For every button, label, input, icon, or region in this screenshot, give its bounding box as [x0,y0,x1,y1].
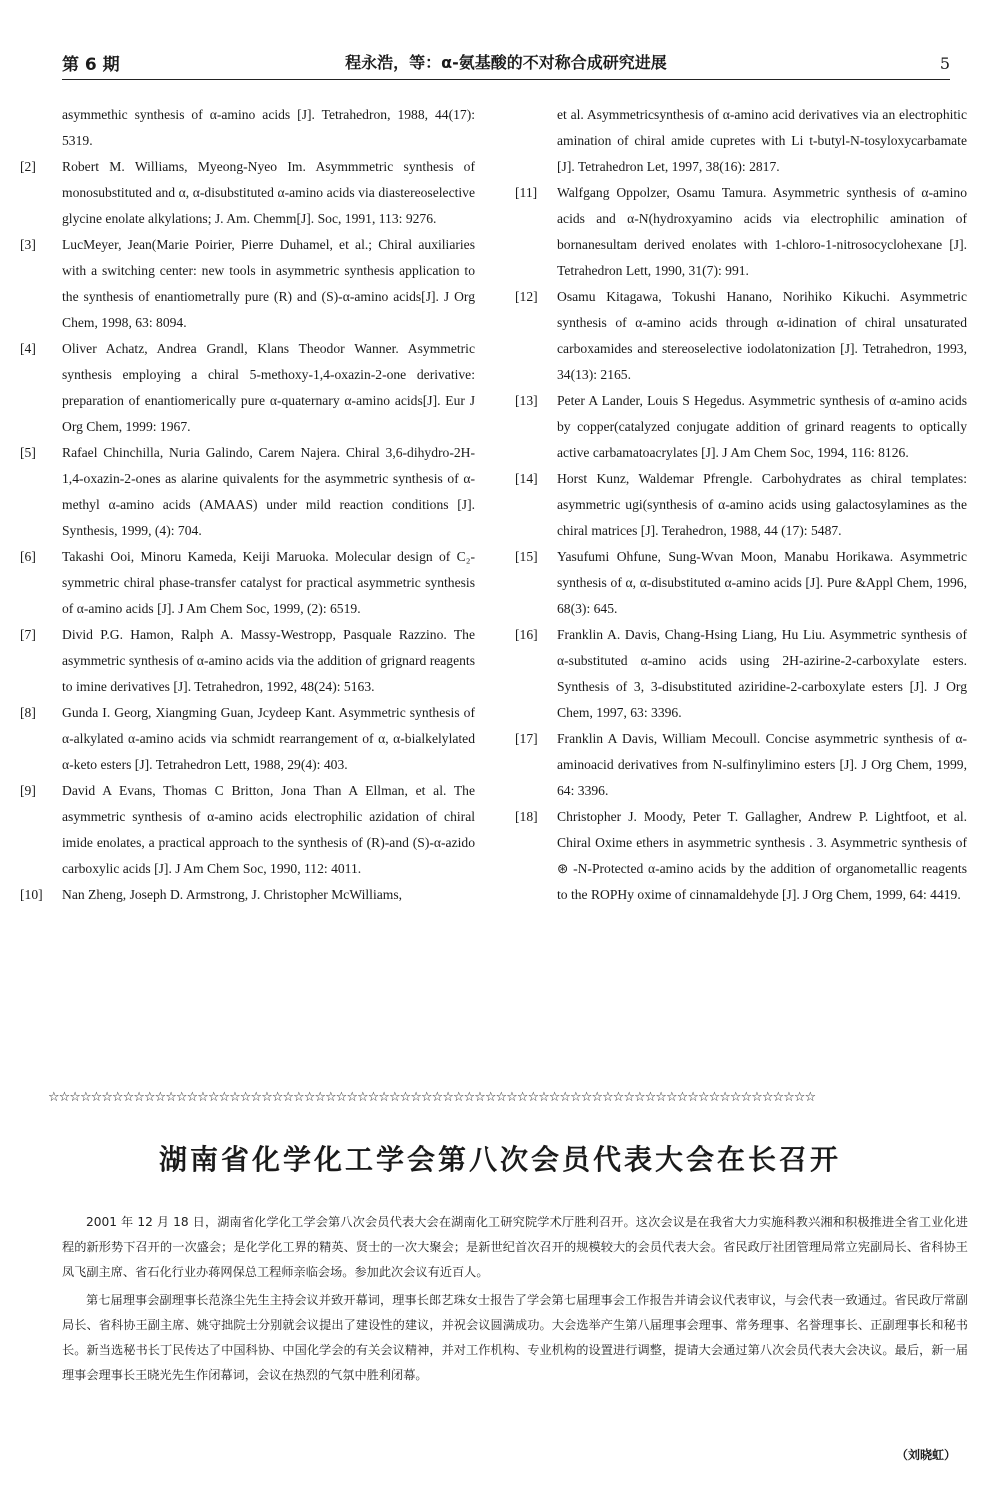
reference-text: Walfgang Oppolzer, Osamu Tamura. Asymmetric synthesis of α-amino acids and α-N(hydroxyamino acids via electrophilic amination of bornanesultam derived enolates with 1-chloro-1-nitrosocyclohexane [J]. Tetrahedron Lett, 1990, 31(7): 991. [557,185,967,278]
reference-text: Osamu Kitagawa, Tokushi Hanano, Norihiko Kikuchi. Asymmetric synthesis of α-amino acids through α-idination of chiral unsaturated carboxamides and stereoselective iodolatonization [J]. Tetrahedron, 1993, 34(13): 2165. [557,289,967,382]
page-number: 5 [939,54,950,73]
reference-number: [4] [20,341,36,356]
reference-item [20,154,475,232]
header-rule [62,79,950,80]
reference-number: [11] [515,185,538,200]
reference-number: [16] [515,627,538,642]
reference-number: [15] [515,549,538,564]
reference-item [515,804,967,908]
reference-item [20,544,475,622]
reference-number: [9] [20,783,36,798]
reference-number: [14] [515,471,538,486]
reference-item [515,622,967,726]
decorative-divider: ☆☆☆☆☆☆☆☆☆☆☆☆☆☆☆☆☆☆☆☆☆☆☆☆☆☆☆☆☆☆☆☆☆☆☆☆☆☆☆☆☆☆☆☆☆☆☆☆☆☆☆☆☆☆☆☆☆☆☆☆☆☆☆☆☆☆☆☆☆☆☆☆ [48,1090,816,1105]
reference-number: [6] [20,549,36,564]
reference-number: [13] [515,393,538,408]
reference-item [20,700,475,778]
article-body [62,1210,968,1391]
reference-text: Horst Kunz, Waldemar Pfrengle. Carbohydrates as chiral templates: asymmetric ugi(synthesis of α-amino acids using galactosylamines as the chiral matrices [J]. Terahedron, 1988, 44 (17): 5487. [557,471,967,538]
reference-item [20,102,475,154]
reference-number: [3] [20,237,36,252]
reference-text: asymmethic synthesis of α-amino acids [J]. Tetrahedron, 1988, 44(17): 5319. [62,107,475,148]
reference-text: Christopher J. Moody, Peter T. Gallagher, Andrew P. Lightfoot, et al. Chiral Oxime ethers in asymmetric synthesis . 3. Asymmetric synthesis of ⊛ -N-Protected α-amino acids by the addition of organometallic reagents to the ROPHy oxime of cinnamaldehyde [J]. J Org Chem, 1999, 64: 4419. [557,809,967,902]
reference-item [20,336,475,440]
reference-text: Gunda I. Georg, Xiangming Guan, Jcydeep Kant. Asymmetric synthesis of α-alkylated α-amino acids via schmidt rearrangement of α, α-bialkelylated α-keto esters [J]. Tetrahedron Lett, 1988, 29(4): 403. [62,705,475,772]
article-paragraph: 2001 年 12 月 18 日，湖南省化学化工学会第八次会员代表大会在湖南化工研究院学术厅胜利召开。这次会议是在我省大力实施科教兴湘和积极推进全省工业化进程的新形势下召开的一次盛会；是化学化工界的精英、贤士的一次大聚会；是新世纪首次召开的规模较大的会员代表大会。省民政厅社团管理局常立宪副局长、省科协王凤飞副主席、省石化行业办蒋网保总工程师亲临会场。参加此次会议有近百人。 [62,1215,968,1279]
reference-number: [5] [20,445,36,460]
reference-item [515,466,967,544]
reference-item [515,102,967,180]
reference-text: Franklin A Davis, William Mecoull. Concise asymmetric synthesis of α-aminoacid derivatives from N-sulfinylimino esters [J]. J Org Chem, 1999, 64: 3396. [557,731,967,798]
article-title: 湖南省化学化工学会第八次会员代表大会在长召开 [158,1143,841,1176]
reference-text: Takashi Ooi, Minoru Kameda, Keiji Maruoka. Molecular design of C₂-symmetric chiral phase-transfer catalyst for practical asymmetric synthesis of α-amino acids [J]. J Am Chem Soc, 1999, (2): 6519. [62,549,475,616]
article-paragraph: 第七届理事会副理事长范涤尘先生主持会议并致开幕词，理事长郎艺珠女士报告了学会第七届理事会工作报告并请会议代表审议，与会代表一致通过。省民政厅常副局长、省科协王副主席、姚守拙院士分别就会议提出了建设性的建议，并祝会议圆满成功。大会选举产生第八届理事会理事、常务理事、名誉理事长、正副理事长和秘书长。新当选秘书长丁民传达了中国科协、中国化学会的有关会议精神，并对工作机构、专业机构的设置进行调整，提请大会通过第八次会员代表大会决议。最后，新一届理事会理事长王晓光先生作闭幕词，会议在热烈的气氛中胜利闭幕。 [62,1293,968,1382]
issue-number: 第 6 期 [62,55,120,75]
reference-text: Robert M. Williams, Myeong-Nyeo Im. Asymmmetric synthesis of monosubstituted and α, α-disubstituted α-amino acids via diastereoselective glycine enolate alkylations; J. Am. Chemm[J]. Soc, 1991, 113: 9276. [62,159,475,226]
reference-text: Peter A Lander, Louis S Hegedus. Asymmetric synthesis of α-amino acids by copper(catalyzed conjugate addition of grinard reagents to optically active carbamatoacrylates [J]. J Am Chem Soc, 1994, 116: 8126. [557,393,967,460]
reference-number: [17] [515,731,538,746]
reference-text: et al. Asymmetricsynthesis of α-amino acid derivatives via an electrophitic amination of chiral amide cupretes with Li t-butyl-N-tosyloxycarbamate [J]. Tetrahedron Let, 1997, 38(16): 2817. [557,107,967,174]
reference-text: Franklin A. Davis, Chang-Hsing Liang, Hu Liu. Asymmetric synthesis of α-substituted α-amino acids using 2H-azirine-2-carboxylate esters. Synthesis of 3, 3-disubstituted aziridine-2-carboxylate esters [J]. J Org Chem, 1997, 63: 3396. [557,627,967,720]
reference-text: Oliver Achatz, Andrea Grandl, Klans Theodor Wanner. Asymmetric synthesis employing a chiral 5-methoxy-1,4-oxazin-2-one derivative: preparation of enantiomerically pure α-quaternary α-amino acids[J]. Eur J Org Chem, 1999: 1967. [62,341,475,434]
reference-item [20,882,475,908]
reference-text: David A Evans, Thomas C Britton, Jona Than A Ellman, et al. The asymmetric synthesis of α-amino acids electrophilic azidation of chiral imide enolates, a practical approach to the synthesis of (R)-and (S)-α-azido carboxylic acids [J]. J Am Chem Soc, 1990, 112: 4011. [62,783,475,876]
reference-item [20,778,475,882]
running-title: 程永浩，等：α-氨基酸的不对称合成研究进展 [345,53,667,72]
references-left-column [20,102,475,908]
reference-item [20,622,475,700]
reference-number: [2] [20,159,36,174]
reference-text: Divid P.G. Hamon, Ralph A. Massy-Westropp, Pasquale Razzino. The asymmetric synthesis of α-amino acids via the addition of grignard reagents to imine derivatives [J]. Tetrahedron, 1992, 48(24): 5163. [62,627,475,694]
reference-item [515,544,967,622]
reference-text: Rafael Chinchilla, Nuria Galindo, Carem Najera. Chiral 3,6-dihydro-2H-1,4-oxazin-2-ones as alarine quivalents for the asymmetric synthesis of α-methyl α-amino acids (AMAAS) under mild reaction conditions [J]. Synthesis, 1999, (4): 704. [62,445,475,538]
reference-number: [8] [20,705,36,720]
references-right-column [515,102,967,908]
reference-item [515,726,967,804]
reference-item [515,284,967,388]
reference-item [515,180,967,284]
reference-number: [7] [20,627,36,642]
reference-text: LucMeyer, Jean(Marie Poirier, Pierre Duhamel, et al.; Chiral auxiliaries with a switching center: new tools in asymmetric synthesis application to the synthesis of enantiometrally pure (R) and (S)-α-amino acids[J]. J Org Chem, 1998, 63: 8094. [62,237,475,330]
reference-number: [18] [515,809,538,824]
reference-text: Yasufumi Ohfune, Sung-Wvan Moon, Manabu Horikawa. Asymmetric synthesis of α, α-disubstituted α-amino acids [J]. Pure &Appl Chem, 1996, 68(3): 645. [557,549,967,616]
reference-text: Nan Zheng, Joseph D. Armstrong, J. Christopher McWilliams, [62,887,403,902]
page-header [62,46,950,80]
reference-item [20,232,475,336]
reference-number: [12] [515,289,538,304]
author-signature: （刘晓虹） [895,1448,956,1462]
reference-item [20,440,475,544]
reference-item [515,388,967,466]
reference-number: [10] [20,887,43,902]
